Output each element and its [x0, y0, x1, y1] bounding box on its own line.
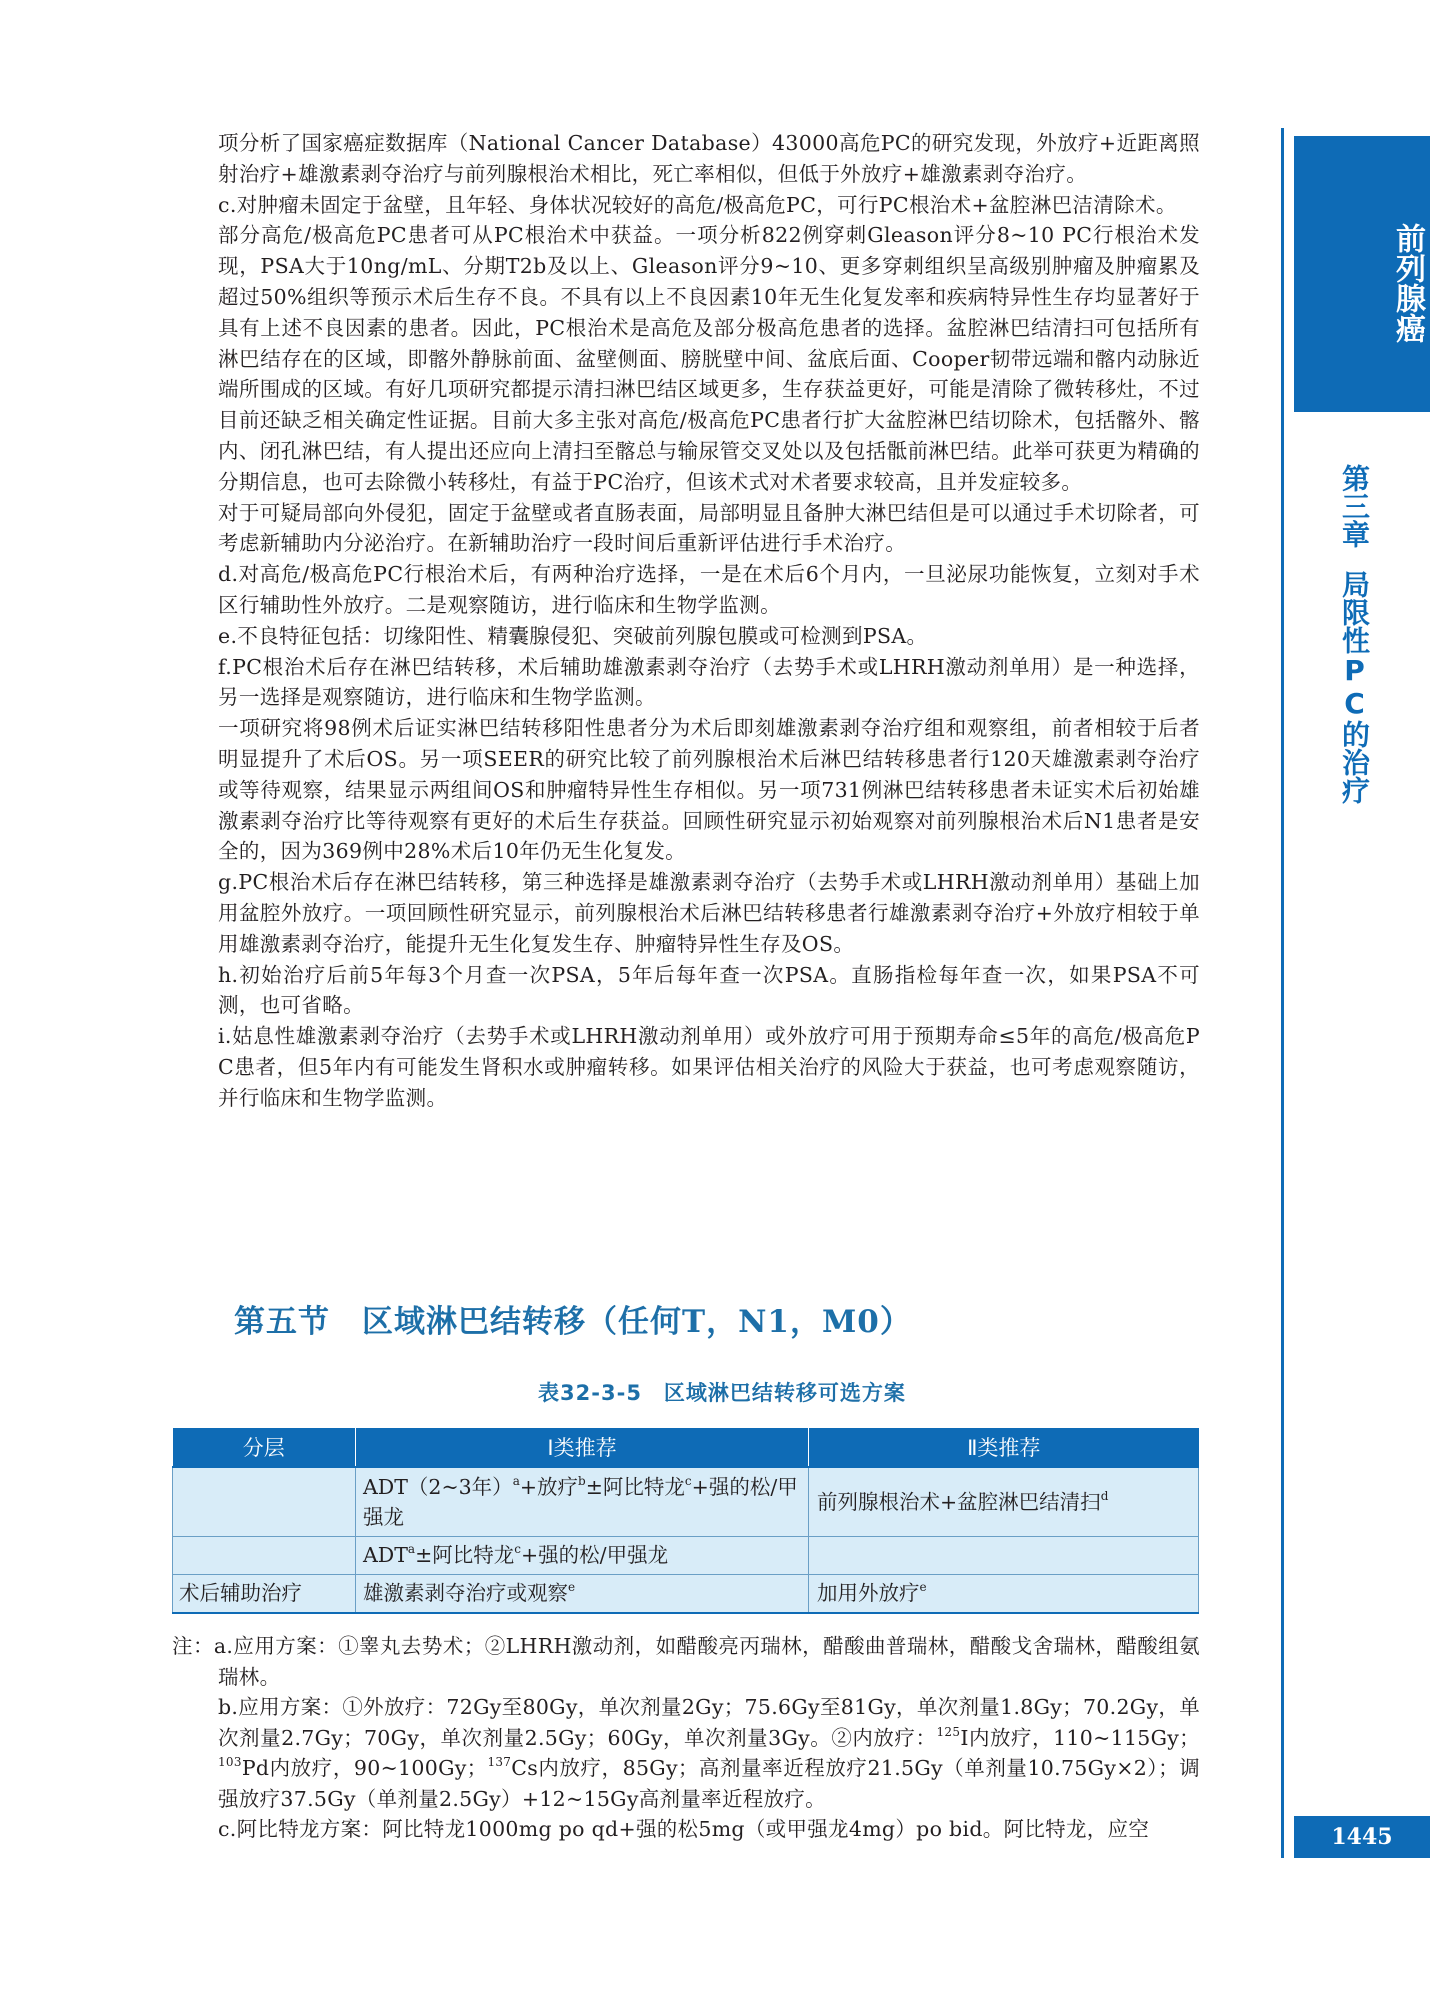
cell-text: +强的松/甲强龙: [363, 1474, 798, 1529]
header-class-2: Ⅱ类推荐: [809, 1428, 1199, 1467]
body-paragraph: 部分高危/极高危PC患者可从PC根治术中获益。一项分析822例穿刺Gleason评分8~10 PC行根治术发现，PSA大于10ng/mL、分期T2b及以上、Gleason评分9~10、更多穿刺组织呈高级别肿瘤及肿瘤累及超过50%组织等预示术后生存不良。不具有以上不良因素10年无生化复发率和疾病特异性生存均显著好于具有上述不良因素的患者。因此，PC根治术是高危及部分极高危患者的选择。盆腔淋巴结清扫可包括所有淋巴结存在的区域，即髂外静脉前面、盆壁侧面、膀胱壁中间、盆底后面、Cooper韧带远端和髂内动脉近端所围成的区域。有好几项研究都提示清扫淋巴结区域更多，生存获益更好，可能是清除了微转移灶，不过目前还缺乏相关确定性证据。目前大多主张对高危/极高危PC患者行扩大盆腔淋巴结切除术，包括髂外、髂内、闭孔淋巴结，有人提出还应向上清扫至髂总与输尿管交叉处以及包括骶前淋巴结。此举可获更为精确的分期信息，也可去除微小转移灶，有益于PC治疗，但该术式对术者要求较高，且并发症较多。: [218, 223, 1200, 494]
cell-text: 加用外放疗: [817, 1581, 920, 1606]
footnote-marker: c: [684, 1473, 692, 1488]
page-number: 1445: [1294, 1816, 1430, 1858]
body-paragraph: 项分析了国家癌症数据库（National Cancer Database）43000高危PC的研究发现，外放疗+近距离照射治疗+雄激素剥夺治疗与前列腺根治术相比，死亡率相似，但低于外放疗+雄激素剥夺治疗。: [218, 131, 1200, 186]
body-paragraph: 对于可疑局部向外侵犯，固定于盆壁或者直肠表面，局部明显且备肿大淋巴结但是可以通过手术切除者，可考虑新辅助内分泌治疗。在新辅助治疗一段时间后重新评估进行手术治疗。: [218, 500, 1200, 556]
body-paragraph: e.不良特征包括：切缘阳性、精囊腺侵犯、突破前列腺包膜或可检测到PSA。: [218, 623, 928, 648]
stratum-cell: 术后辅助治疗: [173, 1575, 356, 1614]
class-2-cell: [809, 1537, 1199, 1575]
body-paragraph: c.对肿瘤未固定于盆壁，且年轻、身体状况较好的高危/极高危PC，可行PC根治术+盆腔淋巴洁清除术。: [218, 192, 1177, 217]
footnote-marker: e: [919, 1580, 927, 1595]
cell-text: ADT: [363, 1543, 408, 1568]
body-paragraph: i.姑息性雄激素剥夺治疗（去势手术或LHRH激动剂单用）或外放疗可用于预期寿命≤5年的高危/极高危PC患者，但5年内有可能发生肾积水或肿瘤转移。如果评估相关治疗的风险大于获益，也可考虑观察随访，并行临床和生物学监测。: [218, 1024, 1200, 1110]
footnote-marker: a: [512, 1473, 520, 1488]
class-1-cell: [356, 1467, 809, 1537]
class-1-cell: [356, 1537, 809, 1575]
table-row: [173, 1537, 1199, 1575]
note-b: [172, 1692, 1200, 1814]
note-text: Pd内放疗，90~100Gy；: [241, 1756, 488, 1780]
isotope-mass: 125: [936, 1724, 961, 1739]
isotope-mass: 137: [487, 1755, 512, 1769]
body-paragraph: g.PC根治术后存在淋巴结转移，第三种选择是雄激素剥夺治疗（去势手术或LHRH激动剂单用）基础上加用盆腔外放疗。一项回顾性研究显示，前列腺根治术后淋巴结转移患者行雄激素剥夺治疗+外放疗相较于单用雄激素剥夺治疗，能提升无生化复发生存、肿瘤特异性生存及OS。: [218, 870, 1200, 956]
body-paragraph: 一项研究将98例术后证实淋巴结转移阳性患者分为术后即刻雄激素剥夺治疗组和观察组，前者相较于后者明显提升了术后OS。另一项SEER的研究比较了前列腺根治术后淋巴结转移患者行120天雄激素剥夺治疗或等待观察，结果显示两组间OS和肿瘤特异性生存相似。另一项731例淋巴结转移患者未证实术后初始雄激素剥夺治疗比等待观察有更好的术后生存获益。回顾性研究显示初始观察对前列腺根治术后N1患者是安全的，因为369例中28%术后10年仍无生化复发。: [218, 716, 1200, 864]
note-text: a.应用方案：①睾丸去势术；②LHRH激动剂，如醋酸亮丙瑞林，醋酸曲普瑞林，醋酸戈舍瑞林，醋酸组氨瑞林。: [213, 1634, 1200, 1689]
isotope-mass: 103: [218, 1755, 242, 1769]
note-text: Cs内放疗，85Gy；高剂量率近程放疗21.5Gy（单剂量10.75Gy×2）；调强放疗37.5Gy（单剂量2.5Gy）+12~15Gy高剂量率近程放疗。: [218, 1756, 1200, 1811]
table-row: [173, 1575, 1199, 1614]
note-text: I内放疗，110~115Gy；: [960, 1725, 1200, 1750]
cell-text: ±阿比特龙: [415, 1543, 515, 1568]
chapter-title: 局限性: [1338, 570, 1371, 654]
chapter-label: [1330, 464, 1378, 804]
body-paragraph: h.初始治疗后前5年每3个月查一次PSA，5年后每年查一次PSA。直肠指检每年查一次，如果PSA不可测，也可省略。: [218, 962, 1200, 1018]
stratum-cell: [173, 1537, 356, 1575]
note-a: [172, 1631, 1200, 1692]
cell-text: +强的松/甲强龙: [521, 1543, 669, 1568]
header-stratum: 分层: [173, 1428, 356, 1467]
footnote-marker: a: [407, 1542, 416, 1557]
side-tab-title: 前列腺癌: [1390, 223, 1425, 343]
notes-label: 注：: [172, 1634, 214, 1658]
side-tab: [1294, 136, 1430, 412]
section-heading: 第五节 区域淋巴结转移（任何T，N1，M0）: [234, 1304, 912, 1340]
footnote-marker: b: [578, 1473, 586, 1488]
note-text: b.应用方案：①外放疗：72Gy至80Gy，单次剂量2Gy；75.6Gy至81Gy，单次剂量1.8Gy；70.2Gy，单次剂量2.7Gy；70Gy，单次剂量2.5Gy；60Gy，单次剂量3Gy。②内放疗：: [218, 1695, 1200, 1750]
chapter-title: PC: [1338, 654, 1371, 720]
class-2-cell: [809, 1575, 1199, 1614]
class-1-cell: [356, 1575, 809, 1614]
cell-text: ±阿比特龙: [585, 1474, 685, 1499]
chapter-number: 第三章: [1338, 464, 1371, 548]
side-rule: [1281, 128, 1284, 1858]
table-header-row: [173, 1428, 1199, 1467]
cell-text: 前列腺根治术+盆腔淋巴结清扫: [817, 1489, 1101, 1514]
class-2-cell: [809, 1467, 1199, 1537]
footnote-marker: d: [1100, 1488, 1109, 1503]
body-text: [218, 128, 1200, 1114]
cell-text: 雄激素剥夺治疗或观察: [363, 1581, 568, 1606]
table-row: [173, 1467, 1199, 1537]
table-notes: [172, 1631, 1200, 1845]
cell-text: ADT（2~3年）: [363, 1474, 513, 1499]
chapter-title: 的治疗: [1338, 720, 1371, 804]
body-paragraph: d.对高危/极高危PC行根治术后，有两种治疗选择，一是在术后6个月内，一旦泌尿功能恢复，立刻对手术区行辅助性外放疗。二是观察随访，进行临床和生物学监测。: [218, 562, 1200, 617]
cell-text: +放疗: [519, 1474, 579, 1499]
footnote-marker: c: [514, 1542, 521, 1557]
header-class-1: Ⅰ类推荐: [356, 1428, 809, 1467]
stratum-cell: [173, 1467, 356, 1537]
table-caption: 表32-3-5 区域淋巴结转移可选方案: [538, 1381, 906, 1405]
options-table: [172, 1428, 1199, 1614]
body-paragraph: f.PC根治术后存在淋巴结转移，术后辅助雄激素剥夺治疗（去势手术或LHRH激动剂单用）是一种选择，另一选择是观察随访，进行临床和生物学监测。: [218, 654, 1200, 710]
note-c: c.阿比特龙方案：阿比特龙1000mg po qd+强的松5mg（或甲强龙4mg）po bid。阿比特龙，应空: [218, 1817, 1150, 1841]
footnote-marker: e: [568, 1580, 576, 1595]
